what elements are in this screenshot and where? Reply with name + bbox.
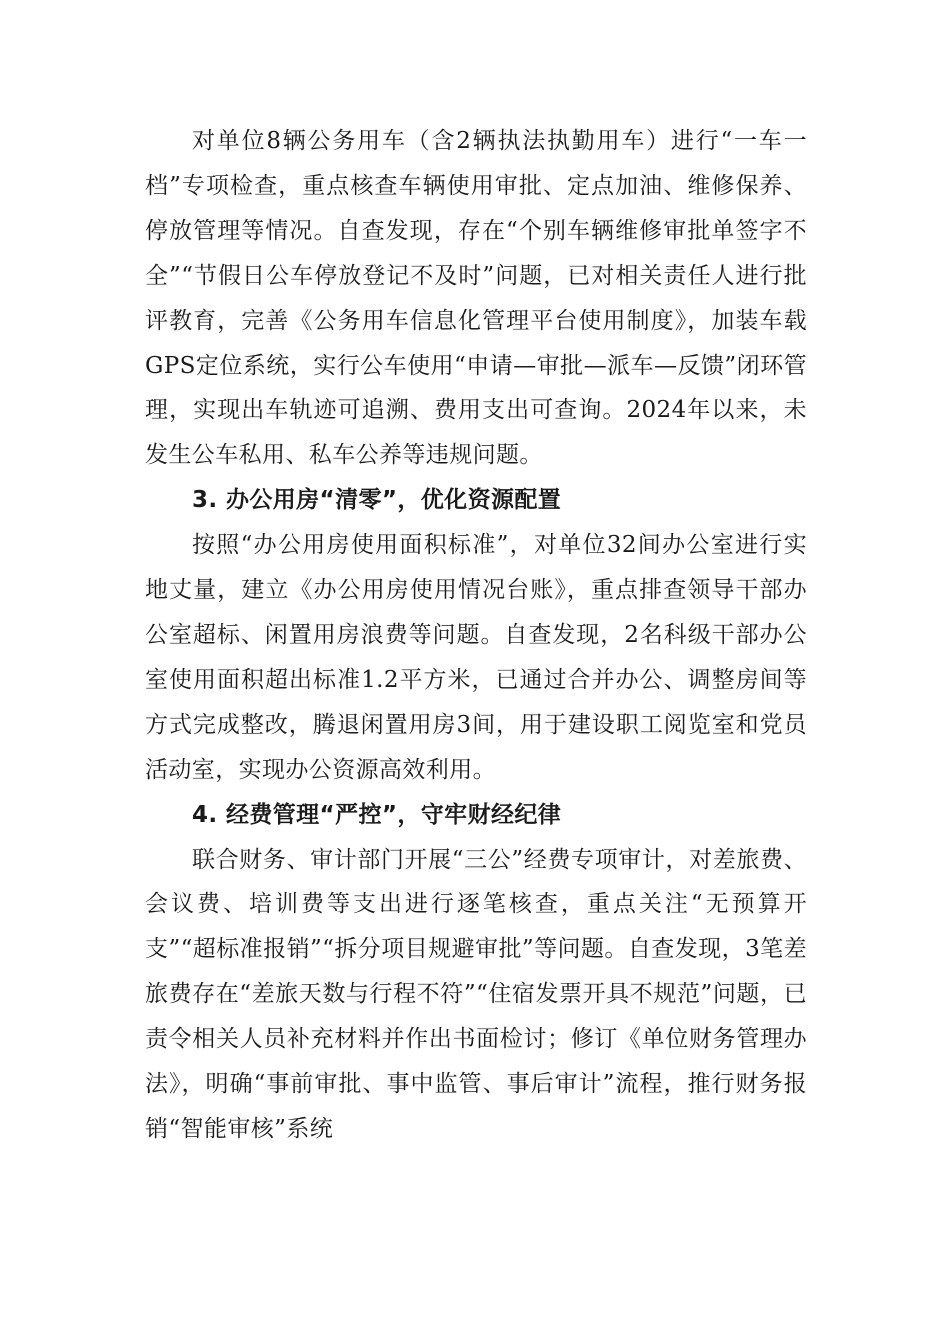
paragraph-official-vehicles: 对单位8辆公务用车（含2辆执法执勤用车）进行“一车一档”专项检查，重点核查车辆使用审批、定点加油、维修保养、停放管理等情况。自查发现，存在“个别车辆维修审批单签字不全”“节假日公车停放登记不及时”问题，已对相关责任人进行批评教育，完善《公务用车信息化管理平台使用制度》，加装车载GPS定位系统，实行公车使用“申请—审批—派车—反馈”闭环管理，实现出车轨迹可追溯、费用支出可查询。2024年以来，未发生公车私用、私车公养等违规问题。 <box>145 128 807 469</box>
section-heading-office-space: 3. 办公用房“清零”，优化资源配置 <box>192 487 562 514</box>
section-heading-funding-control: 4. 经费管理“严控”，守牢财经纪律 <box>192 801 562 828</box>
paragraph-office-space: 按照“办公用房使用面积标准”，对单位32间办公室进行实地丈量，建立《办公用房使用情况台账》，重点排查领导干部办公室超标、闲置用房浪费等问题。自查发现，2名科级干部办公室使用面积超出标准1.2平方米，已通过合并办公、调整房间等方式完成整改，腾退闲置用房3间，用于建设职工阅览室和党员活动室，实现办公资源高效利用。 <box>145 532 807 783</box>
paragraph-funding-control: 联合财务、审计部门开展“三公”经费专项审计，对差旅费、会议费、培训费等支出进行逐笔核查，重点关注“无预算开支”“超标准报销”“拆分项目规避审批”等问题。自查发现，3笔差旅费存在“差旅天数与行程不符”“住宿发票开具不规范”问题，已责令相关人员补充材料并作出书面检讨；修订《单位财务管理办法》，明确“事前审批、事中监管、事后审计”流程，推行财务报销“智能审核”系统 <box>145 846 807 1142</box>
document-body <box>145 119 807 1152</box>
